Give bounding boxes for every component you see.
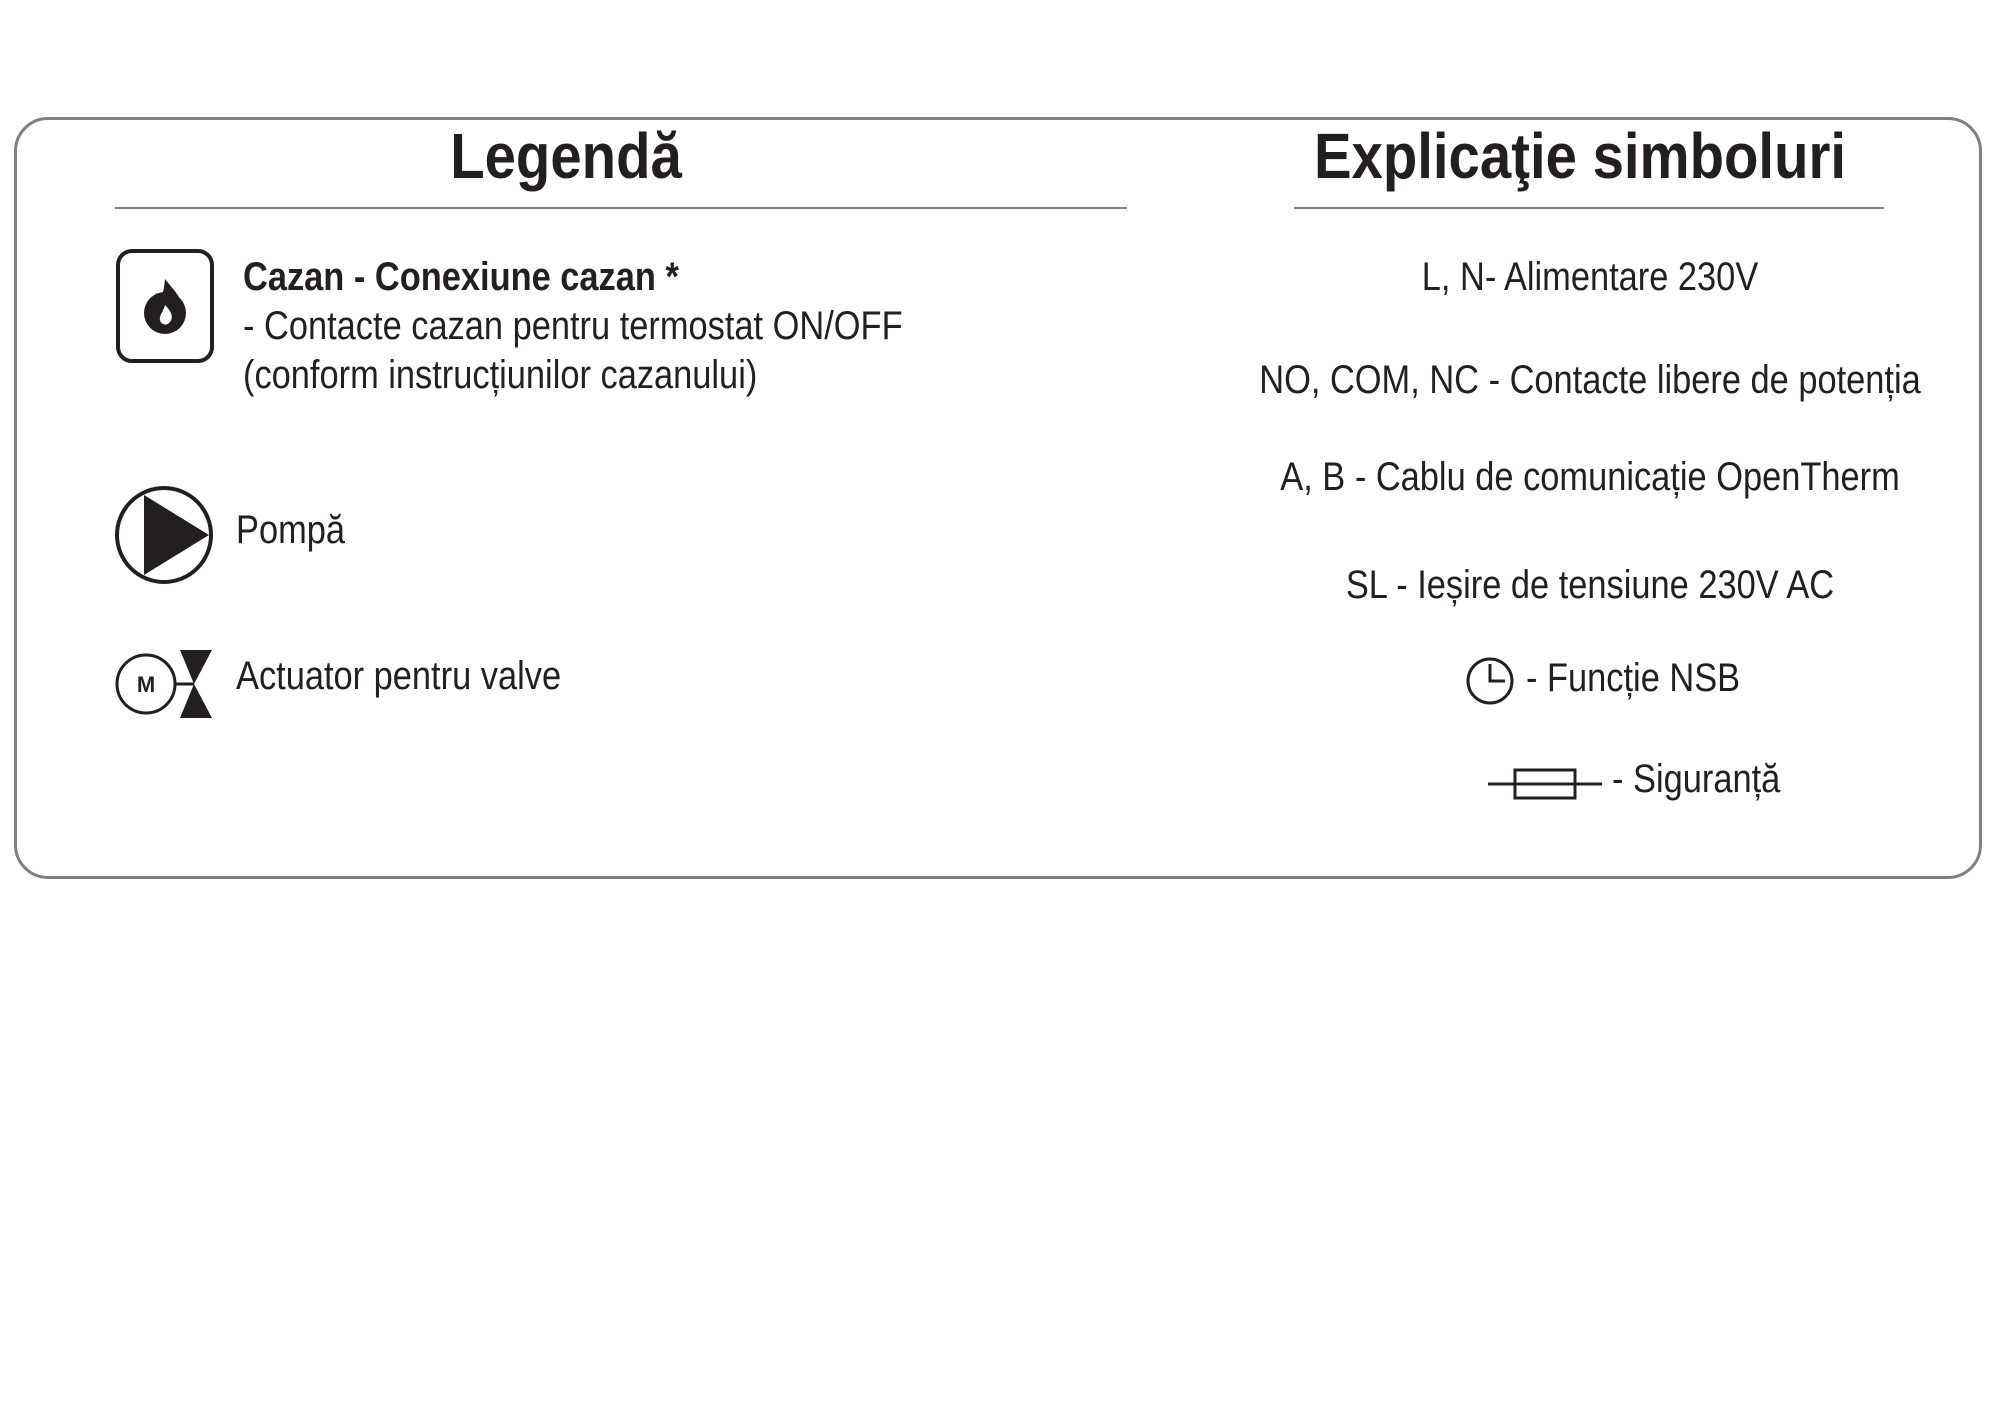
boiler-title: Cazan - Conexiune cazan * xyxy=(243,255,679,299)
symbol-opentherm-cable: A, B - Cablu de comunicație OpenTherm xyxy=(1280,455,1900,499)
symbol-nsb-function: - Funcție NSB xyxy=(1526,656,1741,700)
clock-icon xyxy=(1465,656,1515,706)
boiler-desc-line: - Contacte cazan pentru termostat ON/OFF xyxy=(243,304,903,348)
symbols-title-rule xyxy=(1294,207,1884,209)
fuse-icon xyxy=(1488,766,1602,802)
symbol-free-contacts: NO, COM, NC - Contacte libere de potenția xyxy=(1259,358,1921,402)
legend-title: Legendă xyxy=(450,120,682,192)
symbols-title: Explicaţie simboluri xyxy=(1313,120,1847,192)
valve-actuator-icon xyxy=(114,648,216,720)
motor-letter: M xyxy=(136,672,156,697)
flame-icon xyxy=(116,249,214,363)
pump-label: Pompă xyxy=(236,508,346,552)
legend-title-rule xyxy=(115,207,1127,209)
symbol-fuse: - Siguranță xyxy=(1612,757,1781,801)
symbol-voltage-output: SL - Ieșire de tensiune 230V AC xyxy=(1345,563,1835,607)
symbol-power-supply: L, N- Alimentare 230V xyxy=(1421,255,1759,299)
pump-icon xyxy=(114,485,214,585)
boiler-desc-note: (conform instrucțiunilor cazanului) xyxy=(243,353,758,397)
valve-actuator-label: Actuator pentru valve xyxy=(236,654,562,698)
